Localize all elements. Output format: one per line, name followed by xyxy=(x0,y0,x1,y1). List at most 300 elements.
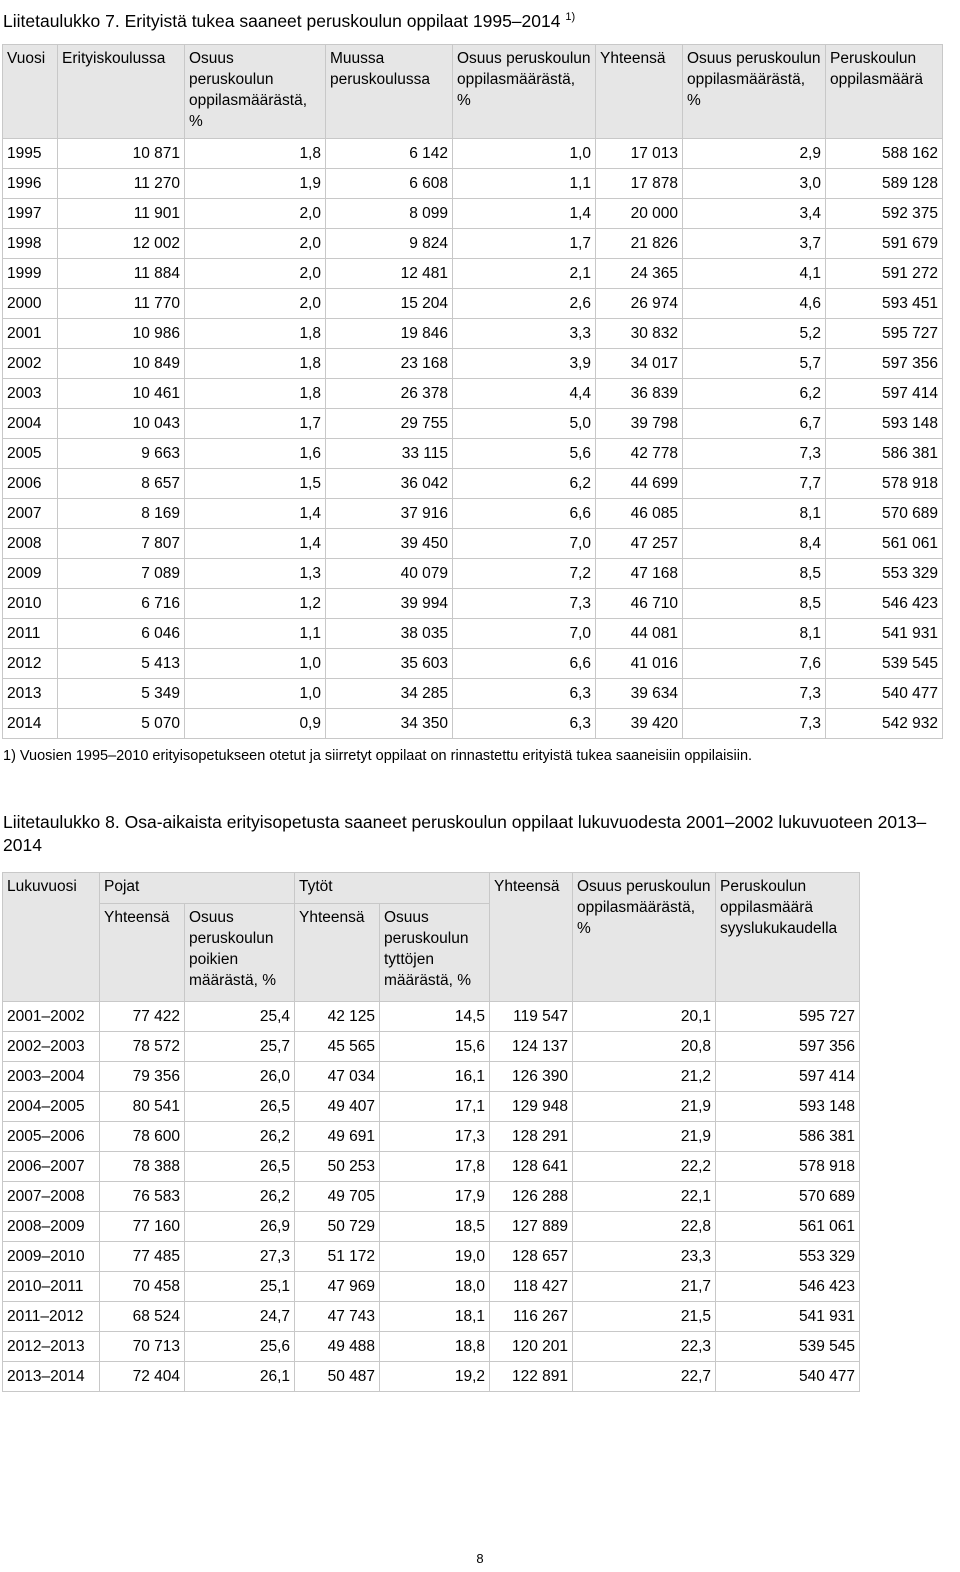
table-cell: 120 201 xyxy=(490,1332,573,1362)
table-cell: 37 916 xyxy=(326,499,453,529)
table7-header-muussa: Muussa peruskoulussa xyxy=(326,45,453,139)
table-cell-year: 2014 xyxy=(3,709,58,739)
table7-row xyxy=(3,349,943,379)
table-cell: 11 884 xyxy=(58,259,185,289)
table-cell: 5,2 xyxy=(683,319,826,349)
table8-header-pojat: Pojat xyxy=(100,873,295,904)
table-cell-year: 2005 xyxy=(3,439,58,469)
table-cell-year: 1999 xyxy=(3,259,58,289)
table-cell: 35 603 xyxy=(326,649,453,679)
table-cell: 80 541 xyxy=(100,1092,185,1122)
table-cell: 39 634 xyxy=(596,679,683,709)
table-cell: 51 172 xyxy=(295,1242,380,1272)
table-cell: 77 422 xyxy=(100,1002,185,1032)
table8-header-tytot: Tytöt xyxy=(295,873,490,904)
table-cell-year: 2001 xyxy=(3,319,58,349)
table-cell: 8,1 xyxy=(683,619,826,649)
table-cell: 6 716 xyxy=(58,589,185,619)
table-cell-year: 1996 xyxy=(3,169,58,199)
table-cell: 7,3 xyxy=(683,439,826,469)
table-cell: 595 727 xyxy=(716,1002,860,1032)
table7-body xyxy=(3,139,943,739)
table7-row xyxy=(3,589,943,619)
table-cell: 119 547 xyxy=(490,1002,573,1032)
table-cell: 26,2 xyxy=(185,1182,295,1212)
table-cell: 14,5 xyxy=(380,1002,490,1032)
table-cell: 16,1 xyxy=(380,1062,490,1092)
table8-row xyxy=(3,1152,860,1182)
table-cell: 36 839 xyxy=(596,379,683,409)
table-cell: 15 204 xyxy=(326,289,453,319)
table-cell: 47 743 xyxy=(295,1302,380,1332)
table-cell-year: 2003 xyxy=(3,379,58,409)
table-cell: 21 826 xyxy=(596,229,683,259)
table8-row xyxy=(3,1212,860,1242)
table-cell: 2,0 xyxy=(185,259,326,289)
table-cell: 8,1 xyxy=(683,499,826,529)
table-cell: 49 705 xyxy=(295,1182,380,1212)
table-cell: 589 128 xyxy=(826,169,943,199)
table-cell: 591 272 xyxy=(826,259,943,289)
table-cell-year: 2004–2005 xyxy=(3,1092,100,1122)
table8-header-yhteensa: Yhteensä xyxy=(490,873,573,1002)
table-cell: 0,9 xyxy=(185,709,326,739)
table-cell: 47 034 xyxy=(295,1062,380,1092)
table-cell: 79 356 xyxy=(100,1062,185,1092)
table7-row xyxy=(3,199,943,229)
table-cell: 124 137 xyxy=(490,1032,573,1062)
table7-row xyxy=(3,379,943,409)
table-cell: 7,3 xyxy=(683,709,826,739)
table-cell: 5,0 xyxy=(453,409,596,439)
table-cell: 5,6 xyxy=(453,439,596,469)
table-cell: 586 381 xyxy=(716,1122,860,1152)
table-cell: 68 524 xyxy=(100,1302,185,1332)
table-cell: 546 423 xyxy=(716,1272,860,1302)
table-cell-year: 2006–2007 xyxy=(3,1152,100,1182)
table-cell: 553 329 xyxy=(716,1242,860,1272)
table-cell: 8,5 xyxy=(683,589,826,619)
table-cell: 591 679 xyxy=(826,229,943,259)
table-cell: 129 948 xyxy=(490,1092,573,1122)
table-cell: 39 994 xyxy=(326,589,453,619)
table-cell: 42 125 xyxy=(295,1002,380,1032)
table-cell: 1,0 xyxy=(185,649,326,679)
table-cell: 34 350 xyxy=(326,709,453,739)
table-cell: 540 477 xyxy=(826,679,943,709)
table-cell: 5 413 xyxy=(58,649,185,679)
table-cell-year: 2008–2009 xyxy=(3,1212,100,1242)
table-cell: 2,6 xyxy=(453,289,596,319)
table-cell-year: 2011 xyxy=(3,619,58,649)
table-cell: 10 849 xyxy=(58,349,185,379)
table-cell: 1,1 xyxy=(185,619,326,649)
table-cell: 47 969 xyxy=(295,1272,380,1302)
table-cell: 26,9 xyxy=(185,1212,295,1242)
table-cell: 597 356 xyxy=(716,1032,860,1062)
table-cell: 12 481 xyxy=(326,259,453,289)
table-cell: 46 085 xyxy=(596,499,683,529)
table-cell-year: 1997 xyxy=(3,199,58,229)
table-cell: 17 013 xyxy=(596,139,683,169)
table-cell-year: 2000 xyxy=(3,289,58,319)
table-cell-year: 2002 xyxy=(3,349,58,379)
table7-row xyxy=(3,679,943,709)
table-cell: 126 390 xyxy=(490,1062,573,1092)
table-cell: 546 423 xyxy=(826,589,943,619)
table-cell: 10 986 xyxy=(58,319,185,349)
table-cell: 77 160 xyxy=(100,1212,185,1242)
table7-header-osuus-1: Osuus peruskoulun oppilasmäärästä, % xyxy=(185,45,326,139)
table-cell: 46 710 xyxy=(596,589,683,619)
table-cell: 6,6 xyxy=(453,649,596,679)
table-cell: 8 657 xyxy=(58,469,185,499)
table-cell: 1,4 xyxy=(453,199,596,229)
table-cell: 26 974 xyxy=(596,289,683,319)
table-cell: 3,3 xyxy=(453,319,596,349)
table8-header-tytot-osuus: Osuus peruskoulun tyttöjen määrästä, % xyxy=(380,904,490,1002)
table-cell: 561 061 xyxy=(826,529,943,559)
table-cell-year: 2009–2010 xyxy=(3,1242,100,1272)
table-cell: 10 043 xyxy=(58,409,185,439)
table-cell: 597 356 xyxy=(826,349,943,379)
table-cell: 17 878 xyxy=(596,169,683,199)
table-cell: 597 414 xyxy=(716,1062,860,1092)
table-cell: 42 778 xyxy=(596,439,683,469)
table-cell: 11 901 xyxy=(58,199,185,229)
table-cell-year: 2009 xyxy=(3,559,58,589)
table-cell: 7,6 xyxy=(683,649,826,679)
table-cell: 1,8 xyxy=(185,349,326,379)
table7-title xyxy=(3,6,575,33)
table-cell: 34 285 xyxy=(326,679,453,709)
table-cell: 1,8 xyxy=(185,139,326,169)
table-cell: 26,2 xyxy=(185,1122,295,1152)
table-cell: 78 388 xyxy=(100,1152,185,1182)
table7-row xyxy=(3,319,943,349)
table-cell-year: 2008 xyxy=(3,529,58,559)
table-cell: 578 918 xyxy=(826,469,943,499)
table-cell: 38 035 xyxy=(326,619,453,649)
table-cell: 116 267 xyxy=(490,1302,573,1332)
table-cell: 6,2 xyxy=(453,469,596,499)
table-cell: 6 046 xyxy=(58,619,185,649)
table7-row xyxy=(3,619,943,649)
table-cell: 127 889 xyxy=(490,1212,573,1242)
table-cell: 8 099 xyxy=(326,199,453,229)
table-cell: 22,8 xyxy=(573,1212,716,1242)
table-cell: 4,4 xyxy=(453,379,596,409)
table-cell: 25,6 xyxy=(185,1332,295,1362)
table-cell: 34 017 xyxy=(596,349,683,379)
table-cell: 49 691 xyxy=(295,1122,380,1152)
table-cell: 30 832 xyxy=(596,319,683,349)
table-cell: 592 375 xyxy=(826,199,943,229)
table8-header-pojat-yhteensa: Yhteensä xyxy=(100,904,185,1002)
table-cell-year: 2010 xyxy=(3,589,58,619)
table7-header-yhteensa: Yhteensä xyxy=(596,45,683,139)
table-cell: 78 600 xyxy=(100,1122,185,1152)
table-cell: 539 545 xyxy=(716,1332,860,1362)
table-cell: 5 070 xyxy=(58,709,185,739)
table-cell: 128 657 xyxy=(490,1242,573,1272)
table-cell-year: 2007–2008 xyxy=(3,1182,100,1212)
table-cell: 553 329 xyxy=(826,559,943,589)
table-cell: 22,2 xyxy=(573,1152,716,1182)
table-cell: 20,1 xyxy=(573,1002,716,1032)
table-cell: 126 288 xyxy=(490,1182,573,1212)
table-cell: 593 148 xyxy=(716,1092,860,1122)
table-cell: 9 663 xyxy=(58,439,185,469)
table7 xyxy=(2,44,943,739)
table-cell-year: 2012 xyxy=(3,649,58,679)
table8-row xyxy=(3,1332,860,1362)
table-cell: 26,0 xyxy=(185,1062,295,1092)
table-cell: 39 450 xyxy=(326,529,453,559)
table7-row xyxy=(3,559,943,589)
table-cell: 47 168 xyxy=(596,559,683,589)
table-cell: 8 169 xyxy=(58,499,185,529)
table-cell: 1,2 xyxy=(185,589,326,619)
table-cell: 9 824 xyxy=(326,229,453,259)
table-cell: 39 420 xyxy=(596,709,683,739)
table-cell: 1,8 xyxy=(185,319,326,349)
table-cell: 3,4 xyxy=(683,199,826,229)
table-cell: 77 485 xyxy=(100,1242,185,1272)
table-cell: 19,0 xyxy=(380,1242,490,1272)
table-cell: 3,9 xyxy=(453,349,596,379)
table7-row xyxy=(3,259,943,289)
table-cell: 26,5 xyxy=(185,1092,295,1122)
table-cell: 2,0 xyxy=(185,199,326,229)
table-cell: 7 089 xyxy=(58,559,185,589)
table-cell: 72 404 xyxy=(100,1362,185,1392)
table8-row xyxy=(3,1182,860,1212)
table-cell: 539 545 xyxy=(826,649,943,679)
table-cell: 18,8 xyxy=(380,1332,490,1362)
table-cell: 2,0 xyxy=(185,289,326,319)
table-cell: 24 365 xyxy=(596,259,683,289)
table-cell: 593 148 xyxy=(826,409,943,439)
table-cell: 25,7 xyxy=(185,1032,295,1062)
table8-title: Liitetaulukko 8. Osa-aikaista erityisopetusta saaneet peruskoulun oppilaat lukuvuodesta 2001–2002 lukuvuoteen 2013–2014 xyxy=(3,812,927,855)
table-cell: 19 846 xyxy=(326,319,453,349)
table-cell: 8,4 xyxy=(683,529,826,559)
table-cell-year: 1998 xyxy=(3,229,58,259)
table7-footnote: 1) Vuosien 1995–2010 erityisopetukseen otetut ja siirretyt oppilaat on rinnastettu erityistä tukea saaneisiin oppilaisiin. xyxy=(3,748,753,764)
table-cell-year: 2002–2003 xyxy=(3,1032,100,1062)
table-cell: 6,2 xyxy=(683,379,826,409)
table-cell: 4,6 xyxy=(683,289,826,319)
table-cell: 3,7 xyxy=(683,229,826,259)
table8-row xyxy=(3,1032,860,1062)
table-cell: 21,7 xyxy=(573,1272,716,1302)
table7-row xyxy=(3,529,943,559)
table-cell-year: 2013–2014 xyxy=(3,1362,100,1392)
table-cell: 70 713 xyxy=(100,1332,185,1362)
table-cell: 19,2 xyxy=(380,1362,490,1392)
table7-footnote-marker: 1) xyxy=(565,11,576,23)
table7-row xyxy=(3,439,943,469)
table-cell: 128 641 xyxy=(490,1152,573,1182)
table8-body xyxy=(3,1002,860,1392)
table-cell: 29 755 xyxy=(326,409,453,439)
table-cell: 17,8 xyxy=(380,1152,490,1182)
table7-header-row xyxy=(3,45,943,139)
table-cell: 2,1 xyxy=(453,259,596,289)
table-cell: 21,9 xyxy=(573,1122,716,1152)
table-cell: 597 414 xyxy=(826,379,943,409)
table-cell: 7,2 xyxy=(453,559,596,589)
table-cell: 6 142 xyxy=(326,139,453,169)
table-cell: 1,4 xyxy=(185,529,326,559)
table-cell: 1,1 xyxy=(453,169,596,199)
page-number: 8 xyxy=(476,1551,484,1566)
table-cell: 26,5 xyxy=(185,1152,295,1182)
table-cell: 18,1 xyxy=(380,1302,490,1332)
table-cell: 570 689 xyxy=(716,1182,860,1212)
table-cell: 10 461 xyxy=(58,379,185,409)
table-cell: 78 572 xyxy=(100,1032,185,1062)
table7-title-text: Liitetaulukko 7. Erityistä tukea saaneet peruskoulun oppilaat 1995–2014 xyxy=(3,11,561,31)
table-cell: 25,1 xyxy=(185,1272,295,1302)
table7-row xyxy=(3,169,943,199)
table-cell: 76 583 xyxy=(100,1182,185,1212)
table-cell: 21,5 xyxy=(573,1302,716,1332)
table-cell: 18,0 xyxy=(380,1272,490,1302)
table-cell: 22,3 xyxy=(573,1332,716,1362)
table-cell-year: 2012–2013 xyxy=(3,1332,100,1362)
table-cell-year: 2003–2004 xyxy=(3,1062,100,1092)
table-cell: 1,7 xyxy=(453,229,596,259)
table-cell: 128 291 xyxy=(490,1122,573,1152)
table-cell-year: 2005–2006 xyxy=(3,1122,100,1152)
table-cell: 561 061 xyxy=(716,1212,860,1242)
table-cell: 39 798 xyxy=(596,409,683,439)
table-cell: 11 270 xyxy=(58,169,185,199)
table8-row xyxy=(3,1062,860,1092)
table-cell: 586 381 xyxy=(826,439,943,469)
table7-row xyxy=(3,649,943,679)
table8-header-row-1 xyxy=(3,873,860,904)
table-cell: 12 002 xyxy=(58,229,185,259)
table8-row xyxy=(3,1092,860,1122)
table-cell: 6,3 xyxy=(453,679,596,709)
table-cell: 2,9 xyxy=(683,139,826,169)
table-cell: 595 727 xyxy=(826,319,943,349)
table-cell: 17,3 xyxy=(380,1122,490,1152)
table-cell: 542 932 xyxy=(826,709,943,739)
table-cell: 1,8 xyxy=(185,379,326,409)
table-cell: 23 168 xyxy=(326,349,453,379)
table-cell: 23,3 xyxy=(573,1242,716,1272)
table-cell: 578 918 xyxy=(716,1152,860,1182)
table-cell: 570 689 xyxy=(826,499,943,529)
table-cell: 7,0 xyxy=(453,529,596,559)
table-cell-year: 2004 xyxy=(3,409,58,439)
table7-row xyxy=(3,229,943,259)
table-cell-year: 2007 xyxy=(3,499,58,529)
table-cell: 1,3 xyxy=(185,559,326,589)
table-cell: 21,2 xyxy=(573,1062,716,1092)
table8 xyxy=(2,872,860,1392)
table7-header-vuosi: Vuosi xyxy=(3,45,58,139)
table8-header-oppilasmaara: Peruskoulun oppilasmäärä syyslukukaudella xyxy=(716,873,860,1002)
table-cell: 50 729 xyxy=(295,1212,380,1242)
table8-row xyxy=(3,1002,860,1032)
table-cell: 593 451 xyxy=(826,289,943,319)
table-cell: 588 162 xyxy=(826,139,943,169)
table-cell: 1,9 xyxy=(185,169,326,199)
table-cell: 8,5 xyxy=(683,559,826,589)
table8-row xyxy=(3,1272,860,1302)
table-cell: 41 016 xyxy=(596,649,683,679)
table-cell: 26 378 xyxy=(326,379,453,409)
table-cell: 50 487 xyxy=(295,1362,380,1392)
table-cell: 22,7 xyxy=(573,1362,716,1392)
table-cell: 1,4 xyxy=(185,499,326,529)
table-cell: 6,7 xyxy=(683,409,826,439)
table-cell-year: 2013 xyxy=(3,679,58,709)
table-cell: 541 931 xyxy=(716,1302,860,1332)
table-cell: 1,0 xyxy=(185,679,326,709)
table-cell: 18,5 xyxy=(380,1212,490,1242)
table-cell: 118 427 xyxy=(490,1272,573,1302)
table-cell: 44 699 xyxy=(596,469,683,499)
table-cell-year: 2011–2012 xyxy=(3,1302,100,1332)
table7-header-osuus-3: Osuus peruskoulun oppilasmäärästä, % xyxy=(683,45,826,139)
table-cell-year: 2001–2002 xyxy=(3,1002,100,1032)
table-cell: 26,1 xyxy=(185,1362,295,1392)
table-cell: 36 042 xyxy=(326,469,453,499)
table-cell: 7,0 xyxy=(453,619,596,649)
table-cell: 1,7 xyxy=(185,409,326,439)
table-cell: 6,6 xyxy=(453,499,596,529)
table-cell: 6,3 xyxy=(453,709,596,739)
table-cell: 2,0 xyxy=(185,229,326,259)
table8-header-lukuvuosi: Lukuvuosi xyxy=(3,873,100,1002)
table-cell: 5 349 xyxy=(58,679,185,709)
table-cell: 122 891 xyxy=(490,1362,573,1392)
table8-header-pojat-osuus: Osuus peruskoulun poikien määrästä, % xyxy=(185,904,295,1002)
table-cell: 45 565 xyxy=(295,1032,380,1062)
table7-header-osuus-2: Osuus peruskoulun oppilasmäärästä, % xyxy=(453,45,596,139)
table-cell: 7,3 xyxy=(453,589,596,619)
table8-header-osuus: Osuus peruskoulun oppilasmäärästä, % xyxy=(573,873,716,1002)
table-cell: 7,3 xyxy=(683,679,826,709)
table-cell: 24,7 xyxy=(185,1302,295,1332)
table-cell: 1,5 xyxy=(185,469,326,499)
table-cell: 540 477 xyxy=(716,1362,860,1392)
table-cell: 1,6 xyxy=(185,439,326,469)
table-cell-year: 2006 xyxy=(3,469,58,499)
table8-row xyxy=(3,1242,860,1272)
table-cell: 47 257 xyxy=(596,529,683,559)
table-cell: 5,7 xyxy=(683,349,826,379)
table-cell: 7 807 xyxy=(58,529,185,559)
table-cell: 1,0 xyxy=(453,139,596,169)
table-cell: 70 458 xyxy=(100,1272,185,1302)
table-cell: 7,7 xyxy=(683,469,826,499)
table-cell: 17,9 xyxy=(380,1182,490,1212)
table-cell: 49 407 xyxy=(295,1092,380,1122)
table-cell: 22,1 xyxy=(573,1182,716,1212)
table-cell-year: 1995 xyxy=(3,139,58,169)
table-cell: 541 931 xyxy=(826,619,943,649)
table-cell: 50 253 xyxy=(295,1152,380,1182)
table7-row xyxy=(3,469,943,499)
table-cell: 11 770 xyxy=(58,289,185,319)
